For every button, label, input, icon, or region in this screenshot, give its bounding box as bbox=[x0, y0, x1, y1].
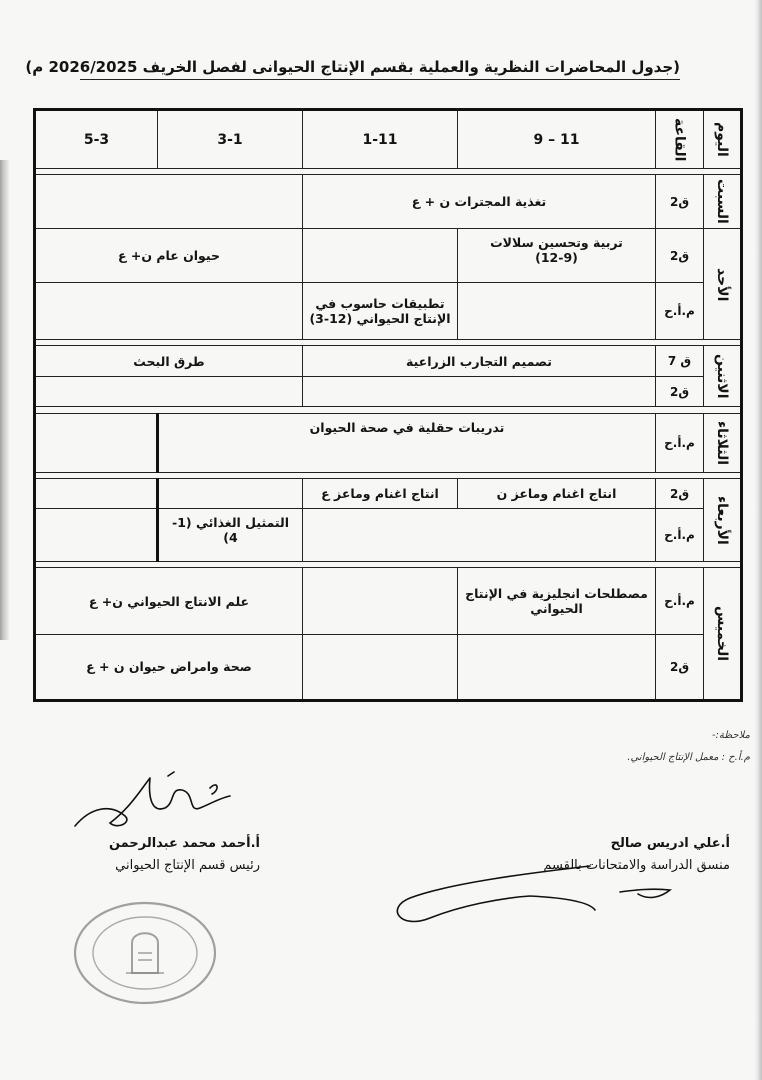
slot-3-5: 5-3 bbox=[35, 110, 158, 169]
monday-row-2 bbox=[35, 376, 742, 407]
hall-cell: م.أ.ح bbox=[656, 413, 704, 472]
hall-cell: ق2 bbox=[656, 634, 704, 700]
day-tuesday: الثلاثاء bbox=[704, 413, 742, 472]
wednesday-row-2 bbox=[35, 509, 742, 562]
slot-1-3: 3-1 bbox=[158, 110, 303, 169]
paper-edge bbox=[754, 0, 762, 1080]
empty-cell bbox=[458, 634, 656, 700]
course-cell: حيوان عام ن+ ع bbox=[35, 229, 303, 283]
empty-cell bbox=[458, 283, 656, 340]
notes-title: ملاحظة:- bbox=[711, 730, 750, 741]
empty-cell bbox=[35, 175, 303, 229]
hall-cell: ق2 bbox=[656, 478, 704, 509]
course-cell: تغذية المجترات ن + ع bbox=[303, 175, 656, 229]
thursday-row-2 bbox=[35, 634, 742, 700]
page-shadow bbox=[0, 160, 10, 640]
page-title: (جدول المحاضرات النظرية والعملية بقسم الإنتاج الحيوانى لفصل الخريف 2026/2025 م) bbox=[80, 58, 680, 80]
empty-cell bbox=[303, 229, 458, 283]
empty-cell bbox=[35, 478, 158, 509]
empty-cell bbox=[35, 509, 158, 562]
empty-cell bbox=[303, 568, 458, 634]
day-wednesday: الأربعاء bbox=[704, 478, 742, 562]
course-time: (12-9) bbox=[535, 250, 578, 266]
empty-cell bbox=[35, 376, 303, 407]
header-row bbox=[35, 110, 742, 169]
course-cell bbox=[458, 229, 656, 283]
empty-cell bbox=[35, 413, 158, 472]
hall-cell: م.أ.ح bbox=[656, 568, 704, 634]
left-signatory-name: أ.أحمد محمد عبدالرحمن bbox=[108, 836, 260, 851]
course-cell: انتاج اغنام وماعز ن bbox=[458, 478, 656, 509]
course-cell: صحة وامراض حيوان ن + ع bbox=[35, 634, 303, 700]
hall-cell: م.أ.ح bbox=[656, 283, 704, 340]
sunday-row-1 bbox=[35, 229, 742, 283]
slot-11-1: 1-11 bbox=[303, 110, 458, 169]
empty-cell bbox=[303, 634, 458, 700]
hall-cell: ق 7 bbox=[656, 346, 704, 377]
hall-cell: ق2 bbox=[656, 229, 704, 283]
signature-left bbox=[70, 768, 240, 838]
tuesday-row bbox=[35, 413, 742, 472]
course-cell: علم الانتاج الحيواني ن+ ع bbox=[35, 568, 303, 634]
left-signatory-role: رئيس قسم الإنتاج الحيواني bbox=[115, 858, 260, 873]
sunday-row-2 bbox=[35, 283, 742, 340]
monday-row-1 bbox=[35, 346, 742, 377]
course-cell: التمثيل الغذائي (1-4) bbox=[158, 509, 303, 562]
thursday-row-1 bbox=[35, 568, 742, 634]
department-stamp bbox=[70, 898, 220, 1008]
hall-cell: م.أ.ح bbox=[656, 509, 704, 562]
course-cell: تدريبات حقلية في صحة الحيوان bbox=[158, 413, 656, 472]
right-signatory-role: منسق الدراسة والامتحانات بالقسم bbox=[543, 858, 730, 873]
header-hall: القاعة bbox=[656, 110, 704, 169]
day-saturday: السبت bbox=[704, 175, 742, 229]
course-cell: مصطلحات انجليزية في الإنتاج الحيواني bbox=[458, 568, 656, 634]
right-signatory-name: أ.علي ادريس صالح bbox=[610, 836, 730, 851]
course-cell: انتاج اغنام وماعز ع bbox=[303, 478, 458, 509]
course-cell: تصميم التجارب الزراعية bbox=[303, 346, 656, 377]
hall-cell: ق2 bbox=[656, 175, 704, 229]
empty-cell bbox=[303, 509, 656, 562]
day-thursday: الخميس bbox=[704, 568, 742, 701]
empty-cell bbox=[303, 376, 656, 407]
hall-cell: ق2 bbox=[656, 376, 704, 407]
course-cell: طرق البحث bbox=[35, 346, 303, 377]
day-monday: الاثنين bbox=[704, 346, 742, 407]
course-title: تربية وتحسين سلالات bbox=[490, 235, 623, 251]
header-day: اليوم bbox=[704, 110, 742, 169]
day-sunday: الأحد bbox=[704, 229, 742, 340]
slot-9-11: 11 – 9 bbox=[458, 110, 656, 169]
saturday-row bbox=[35, 175, 742, 229]
course-cell: تطبيقات حاسوب في الإنتاج الحيواني (12-3) bbox=[303, 283, 458, 340]
wednesday-row-1 bbox=[35, 478, 742, 509]
notes-text: م.أ.ح : معمل الإنتاج الحيواني. bbox=[627, 752, 750, 763]
empty-cell bbox=[35, 283, 303, 340]
schedule-table bbox=[33, 108, 743, 702]
empty-cell bbox=[158, 478, 303, 509]
